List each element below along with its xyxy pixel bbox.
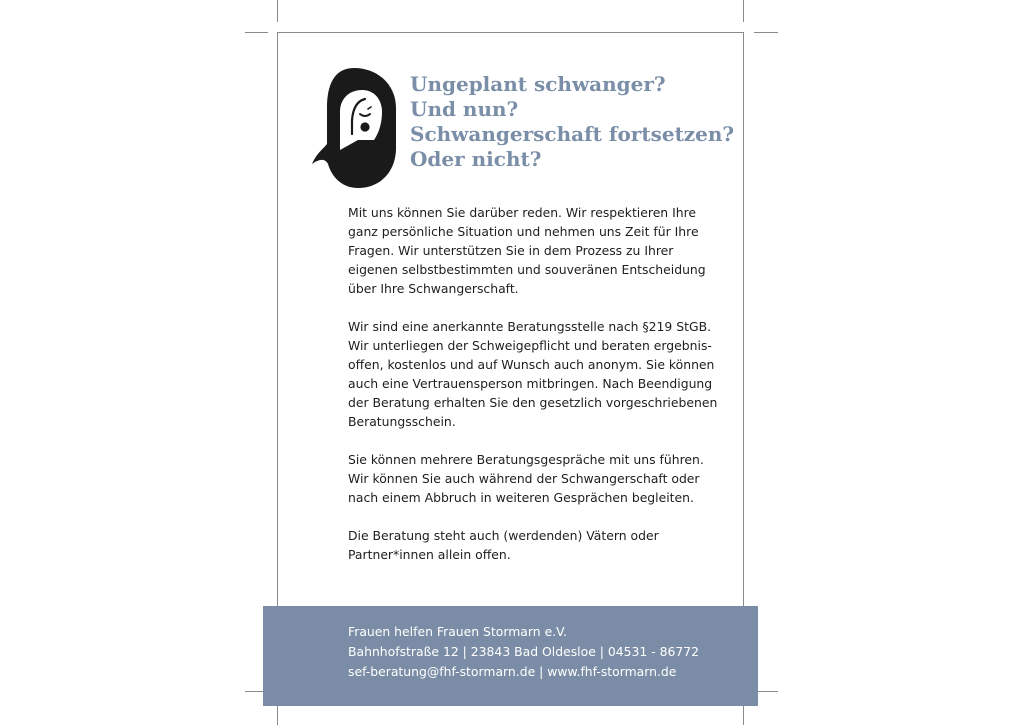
paragraph-partners <box>348 526 720 564</box>
text-line: Die Beratung steht auch (werdenden) Vätern oder <box>348 528 659 543</box>
footer-contact <box>348 622 699 682</box>
text-line: Fragen. Wir unterstützen Sie in dem Prozess zu Ihrer <box>348 243 674 258</box>
text-line: ganz persönliche Situation und nehmen uns Zeit für Ihre <box>348 224 699 239</box>
text-line: Beratungsschein. <box>348 414 456 429</box>
address-line: Bahnhofstraße 12 | 23843 Bad Oldesloe | 04531 - 86772 <box>348 644 700 659</box>
paragraph-counseling-center <box>348 317 720 431</box>
organization-name: Frauen helfen Frauen Stormarn e.V. <box>348 624 567 639</box>
contact-links: sef-beratung@fhf-stormarn.de | www.fhf-stormarn.de <box>348 664 677 679</box>
text-line: Wir sind eine anerkannte Beratungsstelle nach §219 StGB. <box>348 319 712 334</box>
text-line: Wir können Sie auch während der Schwangerschaft oder <box>348 471 700 486</box>
headline <box>410 72 734 172</box>
crop-mark <box>754 32 778 33</box>
text-line: eigenen selbstbestimmten und souveränen Entscheidung <box>348 262 706 277</box>
body-text <box>348 203 720 583</box>
headline-line: Ungeplant schwanger? <box>410 72 666 96</box>
footer-band <box>263 606 758 706</box>
text-line: über Ihre Schwangerschaft. <box>348 281 519 296</box>
text-line: auch eine Vertrauensperson mitbringen. Nach Beendigung <box>348 376 713 391</box>
crop-mark <box>245 32 268 33</box>
paragraph-intro <box>348 203 720 298</box>
text-line: nach einem Abbruch in weiteren Gesprächen begleiten. <box>348 490 694 505</box>
text-line: Wir unterliegen der Schweigepflicht und beraten ergebnis- <box>348 338 712 353</box>
crop-mark <box>277 706 278 725</box>
paragraph-multiple-sessions <box>348 450 720 507</box>
woman-profile-logo-icon <box>312 68 396 188</box>
crop-mark <box>743 706 744 725</box>
text-line: Sie können mehrere Beratungsgespräche mit uns führen. <box>348 452 704 467</box>
text-line: Partner*innen allein offen. <box>348 547 511 562</box>
headline-line: Schwangerschaft fortsetzen? <box>410 122 735 146</box>
text-line: Mit uns können Sie darüber reden. Wir respektieren Ihre <box>348 205 697 220</box>
crop-mark <box>743 0 744 22</box>
text-line: der Beratung erhalten Sie den gesetzlich vorgeschriebenen <box>348 395 718 410</box>
text-line: offen, kostenlos und auf Wunsch auch anonym. Sie können <box>348 357 715 372</box>
crop-mark <box>277 0 278 22</box>
headline-line: Oder nicht? <box>410 147 542 171</box>
headline-line: Und nun? <box>410 97 519 121</box>
